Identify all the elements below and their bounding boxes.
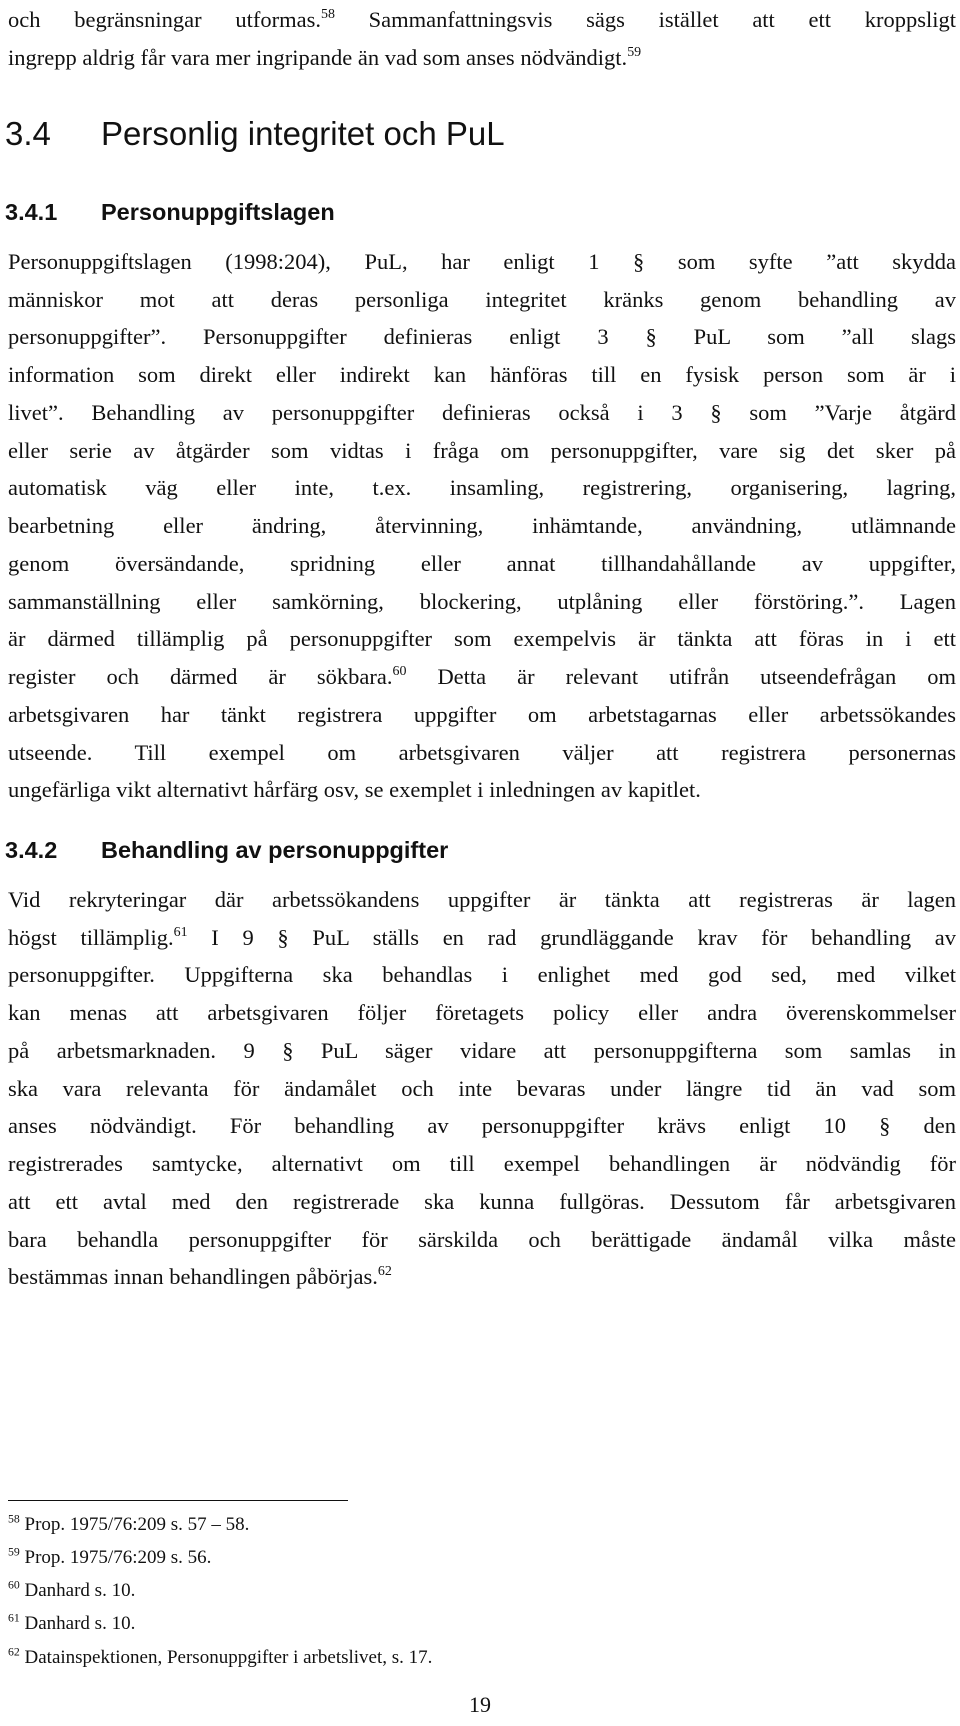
footnote-separator (8, 1500, 348, 1501)
body-line: bara behandla personuppgifter för särskilda och berättigade ändamål vilka måste (8, 1227, 956, 1252)
section-heading: 3.4 Personlig integritet och PuL (5, 115, 505, 152)
footnote-ref: 58 (321, 6, 335, 22)
body-line: bearbetning eller ändring, återvinning, inhämtande, användning, utlämnande (8, 513, 956, 538)
body-line: genom översändande, spridning eller annat tillhandahållande av uppgifter, (8, 551, 956, 576)
body-line: arbetsgivaren har tänkt registrera uppgifter om arbetstagarnas eller arbetssökandes (8, 702, 956, 727)
footnote: $^{59}$ Prop. 1975/76:209 s. 56. (8, 1545, 212, 1568)
body-line: register och därmed är sökbara.$^{60}$ Detta är relevant utifrån utseendefrågan om (8, 663, 956, 689)
body-line: högst tillämplig.$^{61}$ I 9 § PuL ställs en rad grundläggande krav för behandling av (8, 924, 957, 950)
body-line: på arbetsmarknaden. 9 § PuL säger vidare att personuppgifterna som samlas in (8, 1038, 956, 1063)
body-line: bestämmas innan behandlingen påbörjas.$^{62}$ (8, 1263, 392, 1289)
body-line: kan menas att arbetsgivaren följer företagets policy eller andra överenskommelser (8, 1000, 956, 1025)
footnote-ref: 59 (627, 44, 642, 60)
body-line: anses nödvändigt. För behandling av personuppgifter krävs enligt 10 § den (8, 1113, 956, 1138)
footnote: $^{58}$ Prop. 1975/76:209 s. 57 – 58. (8, 1512, 250, 1535)
body-line: personuppgifter. Uppgifterna ska behandlas i enlighet med god sed, med vilket (8, 962, 956, 987)
footnote-ref: 62 (377, 1263, 392, 1279)
body-line: och begränsningar utformas.$^{58}$ Sammanfattningsvis sägs istället att ett kroppsligt (8, 6, 957, 32)
body-line: att ett avtal med den registrerade ska kunna fullgöras. Dessutom får arbetsgivaren (8, 1189, 956, 1214)
body-line: automatisk väg eller inte, t.ex. insamling, registrering, organisering, lagring, (8, 475, 956, 500)
body-line: är därmed tillämplig på personuppgifter som exempelvis är tänkta att föras in i ett (8, 626, 956, 651)
body-line: ungefärliga vikt alternativt hårfärg osv, se exemplet i inledningen av kapitlet. (8, 777, 701, 802)
subsection-heading: 3.4.2 Behandling av personuppgifter (5, 837, 449, 863)
body-line: Personuppgiftslagen (1998:204), PuL, har enligt 1 § som syfte ”att skydda (8, 249, 956, 274)
body-line: sammanställning eller samkörning, blockering, utplåning eller förstöring.”. Lagen (8, 589, 956, 614)
footnote: $^{60}$ Danhard s. 10. (8, 1578, 136, 1601)
body-line: personuppgifter”. Personuppgifter definieras enligt 3 § PuL som ”all slags (8, 324, 956, 349)
body-line: Vid rekryteringar där arbetssökandens uppgifter är tänkta att registreras är lagen (8, 887, 956, 912)
body-line: ska vara relevanta för ändamålet och inte bevaras under längre tid än vad som (8, 1076, 956, 1101)
body-line: utseende. Till exempel om arbetsgivaren väljer att registrera personernas (8, 740, 956, 765)
body-line: eller serie av åtgärder som vidtas i fråga om personuppgifter, vare sig det sker på (8, 438, 956, 463)
body-line: ingrepp aldrig får vara mer ingripande än vad som anses nödvändigt.$^{59}$ (8, 44, 642, 70)
body-line: människor mot att deras personliga integritet kränks genom behandling av (8, 287, 956, 312)
subsection-heading: 3.4.1 Personuppgiftslagen (5, 199, 335, 225)
footnote: $^{62}$ Datainspektionen, Personuppgifter i arbetslivet, s. 17. (8, 1645, 433, 1668)
footnote-ref: 60 (392, 663, 407, 679)
body-line: information som direkt eller indirekt kan hänföras till en fysisk person som är i (8, 362, 956, 387)
body-line: registrerades samtycke, alternativt om till exempel behandlingen är nödvändig för (8, 1151, 956, 1176)
page-number: 19 (469, 1692, 491, 1717)
footnote: $^{61}$ Danhard s. 10. (8, 1611, 136, 1634)
body-line: livet”. Behandling av personuppgifter definieras också i 3 § som ”Varje åtgärd (8, 400, 956, 425)
footnote-ref: 61 (173, 924, 188, 940)
